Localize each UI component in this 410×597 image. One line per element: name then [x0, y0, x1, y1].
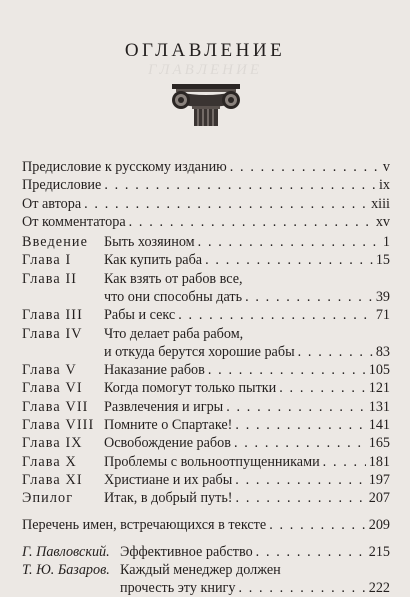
entry-title: и откуда берутся хорошие рабы	[104, 343, 295, 360]
entry-label: Глава X	[22, 453, 77, 470]
toc-entry	[22, 251, 390, 269]
dot-leader	[178, 306, 373, 324]
entry-title: От комментатора	[22, 213, 126, 230]
toc-entry	[22, 489, 390, 507]
entry-text-line	[120, 561, 390, 579]
dot-leader	[245, 288, 373, 306]
toc-entry	[22, 213, 390, 231]
entry-title: Рабы и секс	[104, 307, 176, 324]
entry-title: Наказание рабов	[104, 362, 205, 379]
page-number: 141	[368, 417, 390, 433]
entry-text-line	[104, 233, 390, 251]
dot-leader	[256, 543, 366, 561]
toc-entry	[22, 195, 390, 213]
page-number: 222	[368, 580, 390, 597]
toc-entry	[22, 543, 390, 561]
toc-entry	[22, 270, 390, 288]
entry-text-line	[22, 516, 390, 534]
page-number: 197	[368, 471, 390, 488]
toc-entry	[22, 361, 390, 379]
toc-entry	[22, 471, 390, 489]
dot-leader	[298, 343, 373, 361]
entry-label: Глава VI	[22, 380, 83, 397]
entry-text-line	[104, 325, 390, 343]
entry-text-line	[120, 579, 390, 597]
dot-leader	[238, 579, 365, 597]
page-number: 39	[375, 288, 390, 305]
dot-leader	[234, 434, 366, 452]
entry-title: Когда помогут только пытки	[104, 380, 277, 397]
entry-label: Глава V	[22, 362, 77, 379]
entry-label: Глава III	[22, 307, 83, 324]
dot-leader	[198, 233, 380, 251]
entry-text-line	[104, 416, 390, 434]
entry-text-line	[104, 398, 390, 416]
dot-leader	[279, 379, 365, 397]
dot-leader	[323, 453, 366, 471]
show-through-text: ГЛАВЛЕНИЕ	[148, 62, 262, 78]
entry-label: Глава II	[22, 270, 78, 287]
entry-text-line	[104, 251, 390, 269]
toc-entry	[22, 343, 390, 361]
entry-text-line	[104, 288, 390, 306]
entry-title: Как купить раба	[104, 252, 203, 269]
page-number: 15	[375, 252, 390, 269]
toc-entry	[22, 516, 390, 534]
entry-label: Введение	[22, 234, 88, 250]
page-number: 71	[375, 307, 390, 324]
entry-title: Каждый менеджер должен	[120, 562, 281, 579]
entry-title: От автора	[22, 195, 82, 212]
entry-title: Быть хозяином	[104, 234, 195, 250]
entry-text-line	[104, 379, 390, 397]
entry-text-line	[120, 543, 390, 561]
page-number: 181	[368, 453, 390, 470]
entry-text-line	[22, 195, 390, 213]
toc-entry	[22, 306, 390, 324]
page-number: 83	[375, 343, 390, 360]
dot-leader	[235, 416, 365, 434]
entry-text-line	[104, 434, 390, 452]
entry-label: Глава VII	[22, 398, 89, 415]
entry-title: Проблемы с вольноотпущенниками	[104, 453, 320, 470]
dot-leader	[236, 489, 366, 507]
entry-title: Как взять от рабов все,	[104, 270, 243, 287]
page-title: ОГЛАВЛЕНИЕ	[124, 40, 286, 61]
entry-label: Г. Павловский.	[22, 543, 110, 560]
toc-entry	[22, 288, 390, 306]
ionic-capital-icon	[170, 78, 242, 128]
page-number: xv	[375, 213, 390, 230]
dot-leader	[84, 195, 368, 213]
entry-text-line	[104, 361, 390, 379]
toc-entry	[22, 453, 390, 471]
toc-entry	[22, 434, 390, 452]
toc-entry	[22, 561, 390, 579]
entry-title: Развлечения и игры	[104, 398, 224, 415]
entry-label: Глава I	[22, 252, 72, 269]
page-number: ix	[378, 177, 390, 194]
page-number: 209	[368, 516, 390, 533]
entry-title: что они способны дать	[104, 288, 243, 305]
entry-label: Глава XI	[22, 471, 83, 488]
page-number: 207	[368, 490, 390, 507]
entry-title: Эффективное рабство	[120, 543, 253, 560]
entry-text-line	[104, 453, 390, 471]
page-number: 105	[368, 362, 390, 379]
entry-label: Эпилог	[22, 490, 74, 507]
entry-title: Перечень имен, встречающихся в тексте	[22, 516, 267, 533]
dot-leader	[235, 471, 365, 489]
entry-text-line	[22, 176, 390, 194]
page-number: 131	[368, 398, 390, 415]
dot-leader	[129, 213, 373, 231]
dot-leader	[226, 398, 366, 416]
entry-label: Глава IX	[22, 435, 83, 452]
entry-text-line	[104, 270, 390, 288]
page-number: v	[382, 159, 390, 175]
toc-entry	[22, 158, 390, 176]
entry-title: Предисловие к русскому изданию	[22, 159, 227, 175]
entry-text-line	[104, 489, 390, 507]
page-number: 121	[368, 380, 390, 397]
entry-title: прочесть эту книгу	[120, 580, 236, 597]
toc-entry	[22, 379, 390, 397]
entry-title: Итак, в добрый путь!	[104, 490, 233, 507]
dot-leader	[269, 516, 366, 534]
entry-title: Помните о Спартаке!	[104, 417, 233, 433]
entry-text-line	[104, 306, 390, 324]
page-number: 1	[382, 234, 390, 250]
entry-text-line	[104, 343, 390, 361]
toc-entry	[22, 325, 390, 343]
toc-entry	[22, 233, 390, 251]
entry-label: Т. Ю. Базаров.	[22, 562, 110, 579]
page-number: 165	[368, 435, 390, 452]
dot-leader	[230, 158, 380, 176]
toc-entry	[22, 398, 390, 416]
toc-entry	[22, 579, 390, 597]
toc-entry	[22, 176, 390, 194]
entry-title: Освобождение рабов	[104, 435, 231, 452]
entry-label: Глава VIII	[22, 417, 95, 433]
entry-title: Христиане и их рабы	[104, 471, 233, 488]
page-number: 215	[368, 543, 390, 560]
entry-title: Предисловие	[22, 177, 102, 194]
toc-entry	[22, 416, 390, 434]
entry-label: Глава IV	[22, 325, 83, 342]
entry-title: Что делает раба рабом,	[104, 325, 244, 342]
dot-leader	[104, 176, 376, 194]
entry-text-line	[104, 471, 390, 489]
page-number: xiii	[371, 195, 390, 212]
dot-leader	[208, 361, 366, 379]
entry-text-line	[22, 158, 390, 176]
entry-text-line	[22, 213, 390, 231]
dot-leader	[205, 251, 373, 269]
